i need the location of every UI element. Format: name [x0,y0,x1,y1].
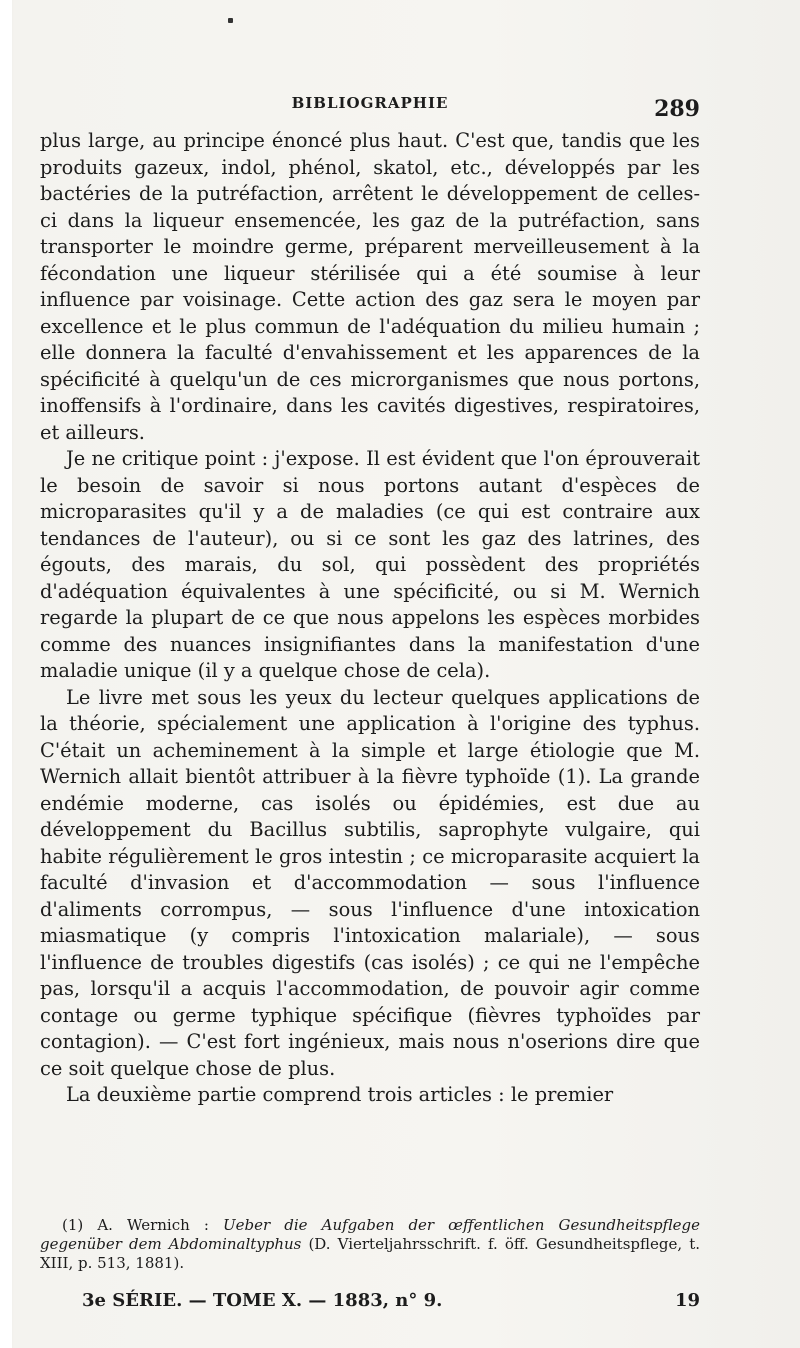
page-footer [40,1290,700,1318]
paragraph-continuation: plus large, au principe énoncé plus haut. C'est que, tandis que les produits gazeux, indol, phénol, skatol, etc., développés par les bactéries de la putréfaction, arrêtent le développement de celles-ci dans la liqueur ensemencée, les gaz de la putréfaction, sans transporter le moindre germe, préparent merveilleusement à la fécondation une liqueur stérilisée qui a été soumise à leur influence par voisinage. Cette action des gaz sera le moyen par excellence et le plus commun de l'adéquation du milieu humain ; elle donnera la faculté d'envahissement et les apparences de la spécificité à quelqu'un de ces microrganismes que nous portons, inoffensifs à l'ordinaire, dans les cavités digestives, respiratoires, et ailleurs. [40,129,700,444]
footnote-source: (D. Vierteljahrsschrift. f. öff. Gesundheitspflege, t. XIII, p. 513, 1881). [40,1235,701,1272]
page-number: 289 [654,96,700,122]
paragraph: Le livre met sous les yeux du lecteur quelques applications de la théorie, spécialement une application à l'origine des typhus. C'était un acheminement à la simple et large étiologie que M. Wernich allait bientôt attribuer à la fièvre typhoïde (1). La grande endémie moderne, cas isolés ou épidémies, est due au développement du Bacillus subtilis, saprophyte vulgaire, qui habite régulièrement le gros intestin ; ce microparasite acquiert la faculté d'invasion et d'accommodation — sous l'influence d'aliments corrompus, — sous l'influence d'une intoxication miasmatique (y compris l'intoxication malariale), — sous l'influence de troubles digestifs (cas isolés) ; ce qui ne l'empêche pas, lorsqu'il a acquis l'accommodation, de pouvoir agir comme contage ou germe typhique spécifique (fièvres typhoïdes par contagion). — C'est fort ingénieux, mais nous n'oserions dire que ce soit quelque chose de plus. [40,685,700,1080]
paragraph: La deuxième partie comprend trois articles : le premier [66,1083,614,1106]
signature-line [82,1290,442,1311]
page-gutter [0,0,12,1348]
print-speck [228,18,233,23]
series-number: 3e [82,1290,106,1311]
body-text [40,128,700,1109]
footnote-title: Ueber die Aufgaben der œffentlichen Gesundheitspflege gegenüber dem Abdominaltyphus [40,1216,700,1253]
running-title: BIBLIOGRAPHIE [291,94,449,112]
sheet-number: 19 [674,1290,700,1311]
tome-info: — TOME X. — 1883, n° 9. [182,1290,443,1311]
series-word: SÉRIE. [112,1290,183,1311]
footnote-marker: (1) [62,1216,84,1234]
footnote-author: A. Wernich : [97,1216,224,1234]
paragraph: Je ne critique point : j'expose. Il est évident que l'on éprouverait le besoin de savoir si nous portons autant d'espèces de microparasites qu'il y a de maladies (ce qui est contraire aux tendances de l'auteur), ou si ce sont les gaz des latrines, des égouts, des marais, du sol, qui possèdent des propriétés d'adéquation équivalentes à une spécificité, ou si M. Wernich regarde la plupart de ce que nous appelons les espèces morbides comme des nuances insignifiantes dans la manifestation d'une maladie unique (il y a quelque chose de cela). [40,447,700,682]
page-header [40,94,700,124]
footnote [40,1216,700,1273]
